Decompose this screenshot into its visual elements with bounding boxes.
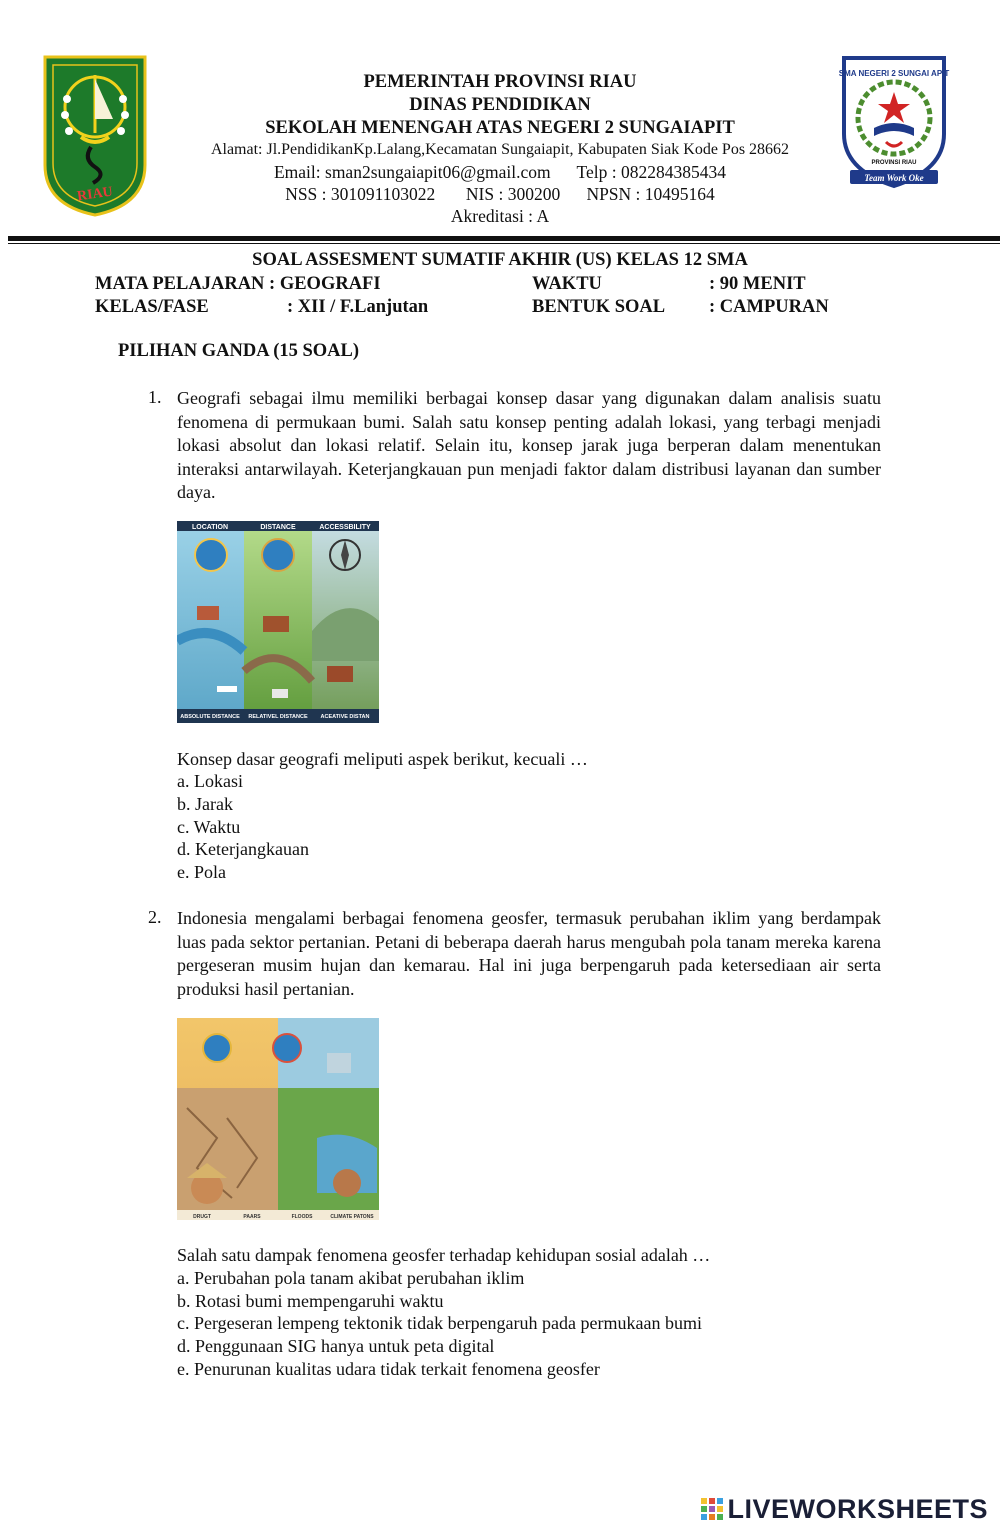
liveworksheets-icon	[701, 1496, 725, 1518]
school-logo-bottom-text: PROVINSI RIAU	[871, 160, 917, 166]
question-1-option-b[interactable]: b. Jarak	[177, 794, 233, 814]
q1-img-bottom-label-2: RELATIVEL DISTANCE	[248, 714, 308, 720]
exam-title: SOAL ASSESMENT SUMATIF AKHIR (US) KELAS 12 SMA	[252, 250, 748, 270]
header-divider	[8, 236, 1000, 241]
letterhead-government: PEMERINTAH PROVINSI RIAU	[363, 72, 637, 92]
q2-img-bottom-label-4: CLIMATE PATONS	[330, 1214, 374, 1220]
q1-img-label-accessibility: ACCESSBILITY	[319, 524, 371, 531]
q2-img-bottom-label-1: DRUGT	[193, 1214, 211, 1220]
question-2-option-e[interactable]: e. Penurunan kualitas udara tidak terkait fenomena geosfer	[177, 1359, 600, 1379]
q1-img-bottom-label-1: ABSOLUTE DISTANCE	[180, 714, 240, 720]
question-1-option-a[interactable]: a. Lokasi	[177, 771, 243, 791]
form-label: BENTUK SOAL	[532, 297, 666, 317]
question-2-option-d[interactable]: d. Penggunaan SIG hanya untuk peta digital	[177, 1336, 495, 1356]
section-title: PILIHAN GANDA (15 SOAL)	[118, 341, 360, 361]
letterhead-accreditation: Akreditasi : A	[450, 206, 550, 226]
question-2-option-b[interactable]: b. Rotasi bumi mempengaruhi waktu	[177, 1291, 444, 1311]
riau-logo-text: RIAU	[76, 184, 114, 205]
letterhead-address: Alamat: Jl.PendidikanKp.Lalang,Kecamatan Sungaiapit, Kabupaten Siak Kode Pos 28662	[210, 141, 790, 158]
question-2-stem: Indonesia mengalami berbagai fenomena geosfer, termasuk perubahan iklim yang berdampak luas pada sektor pertanian. Petani di beberapa daerah harus mengubah pola tanam mereka karena pergeseran musim hujan dan kemarau. Hal ini juga berpengaruh pada ketersediaan air serta produksi hasil pertanian.	[177, 908, 881, 999]
q2-img-bottom-label-2: PAARS	[243, 1214, 261, 1220]
form-value: : CAMPURAN	[709, 297, 829, 317]
school-emblem-logo	[836, 52, 952, 195]
q1-img-label-distance: DISTANCE	[260, 524, 296, 531]
question-1-option-e[interactable]: e. Pola	[177, 862, 226, 882]
question-1-option-c[interactable]: c. Waktu	[177, 817, 241, 837]
question-2-illustration	[177, 1018, 379, 1220]
class-value: : XII / F.Lanjutan	[287, 297, 429, 317]
header-divider-thin	[8, 243, 1000, 244]
question-2-option-c[interactable]: c. Pergeseran lempeng tektonik tidak berpengaruh pada permukaan bumi	[177, 1313, 702, 1333]
question-1-number: 1.	[148, 387, 162, 407]
riau-emblem-logo	[43, 55, 147, 217]
letterhead-school-name: SEKOLAH MENENGAH ATAS NEGERI 2 SUNGAIAPIT	[265, 118, 735, 138]
question-1-illustration	[177, 521, 379, 723]
school-logo-top-text: SMA NEGERI 2 SUNGAI APIT	[838, 69, 950, 78]
time-label: WAKTU	[532, 274, 602, 294]
liveworksheets-text: LIVEWORKSHEETS	[727, 1494, 988, 1524]
question-1-stem: Geografi sebagai ilmu memiliki berbagai konsep dasar yang digunakan dalam analisis suatu fenomena di permukaan bumi. Salah satu konsep penting adalah lokasi, yang terbagi menjadi lokasi absolut dan lokasi relatif. Selain itu, konsep jarak juga berperan dalam menentukan interaksi antarwilayah. Keterjangkauan pun menjadi faktor dalam distribusi layanan dan sumber daya.	[177, 388, 881, 502]
q1-img-bottom-label-3: ACEATIVE DISTAN	[320, 714, 370, 720]
question-1-option-d[interactable]: d. Keterjangkauan	[177, 839, 309, 859]
school-logo-banner: Team Work Oke	[864, 173, 924, 183]
question-2-option-a[interactable]: a. Perubahan pola tanam akibat perubahan iklim	[177, 1268, 525, 1288]
subject-label: MATA PELAJARAN : GEOGRAFI	[95, 274, 381, 294]
q2-img-bottom-label-3: FLOODS	[291, 1214, 313, 1220]
question-1-prompt: Konsep dasar geografi meliputi aspek berikut, kecuali …	[177, 749, 588, 769]
question-2-prompt: Salah satu dampak fenomena geosfer terhadap kehidupan sosial adalah …	[177, 1245, 711, 1265]
question-2-number: 2.	[148, 907, 162, 927]
q1-img-label-location: LOCATION	[191, 524, 229, 531]
time-value: : 90 MENIT	[709, 274, 806, 294]
class-label: KELAS/FASE	[95, 297, 209, 317]
letterhead-contact: Email: sman2sungaiapit06@gmail.com Telp : 082284385434	[273, 162, 727, 182]
liveworksheets-brand	[701, 1494, 988, 1525]
letterhead-department: DINAS PENDIDIKAN	[409, 95, 591, 115]
letterhead-ids: NSS : 301091103022 NIS : 300200 NPSN : 10495164	[285, 184, 715, 204]
